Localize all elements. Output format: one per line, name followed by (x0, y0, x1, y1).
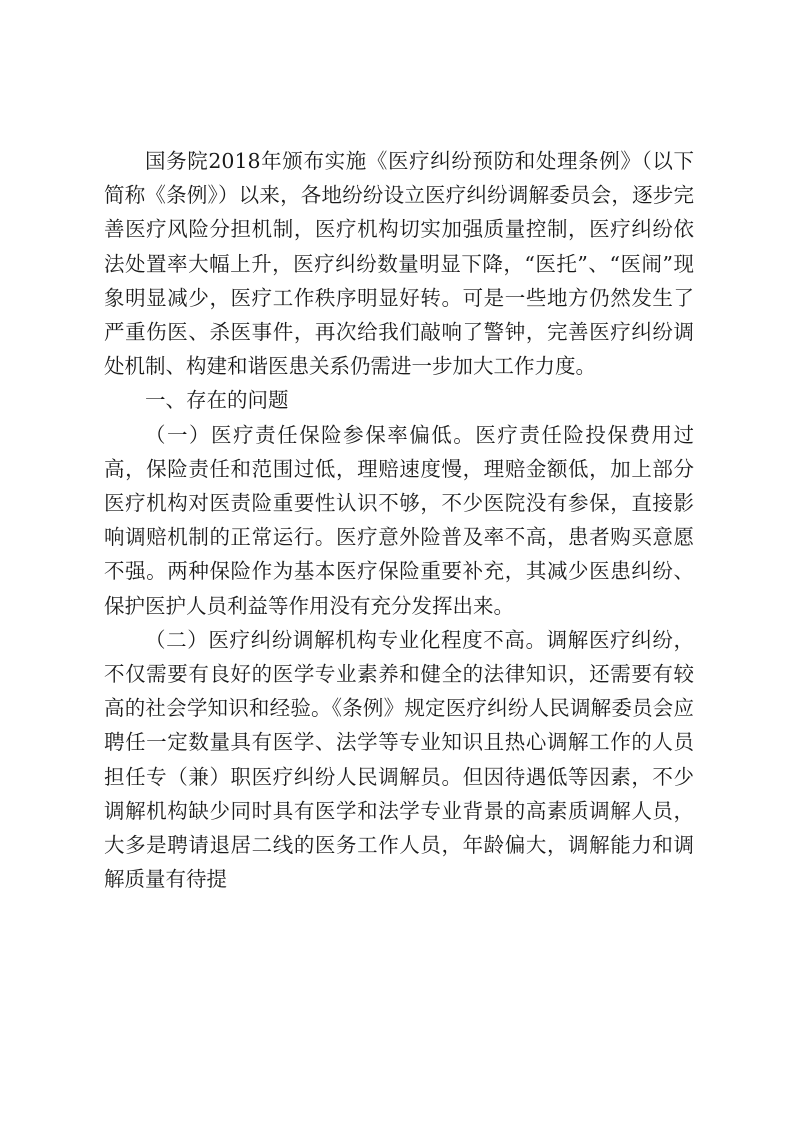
paragraph-mediation: （二）医疗纠纷调解机构专业化程度不高。调解医疗纠纷，不仅需要有良好的医学专业素养和健全的法律知识，还需要有较高的社会学知识和经验。《条例》规定医疗纠纷人民调解委员会应聘任一定数量具有医学、法学等专业知识且热心调解工作的人员担任专（兼）职医疗纠纷人民调解员。但因待遇低等因素，不少调解机构缺少同时具有医学和法学专业背景的高素质调解人员，大多是聘请退居二线的医务工作人员，年龄偏大，调解能力和调解质量有待提 (104, 627, 694, 892)
document-body (104, 144, 694, 896)
section-heading-problems: 一、存在的问题 (145, 388, 289, 413)
paragraph-insurance: （一）医疗责任保险参保率偏低。医疗责任险投保费用过高，保险责任和范围过低，理赔速度慢，理赔金额低，加上部分医疗机构对医责险重要性认识不够，不少医院没有参保，直接影响调赔机制的正常运行。医疗意外险普及率不高，患者购买意愿不强。两种保险作为基本医疗保险重要补充，其减少医患纠纷、保护医护人员利益等作用没有充分发挥出来。 (104, 422, 694, 618)
intro-paragraph: 国务院2018年颁布实施《医疗纠纷预防和处理条例》（以下简称《条例》）以来，各地纷纷设立医疗纠纷调解委员会，逐步完善医疗风险分担机制，医疗机构切实加强质量控制，医疗纠纷依法处置率大幅上升，医疗纠纷数量明显下降，“医托”、“医闹”现象明显减少，医疗工作秩序明显好转。可是一些地方仍然发生了严重伤医、杀医事件，再次给我们敲响了警钟，完善医疗纠纷调处机制、构建和谐医患关系仍需进一步加大工作力度。 (104, 149, 694, 379)
